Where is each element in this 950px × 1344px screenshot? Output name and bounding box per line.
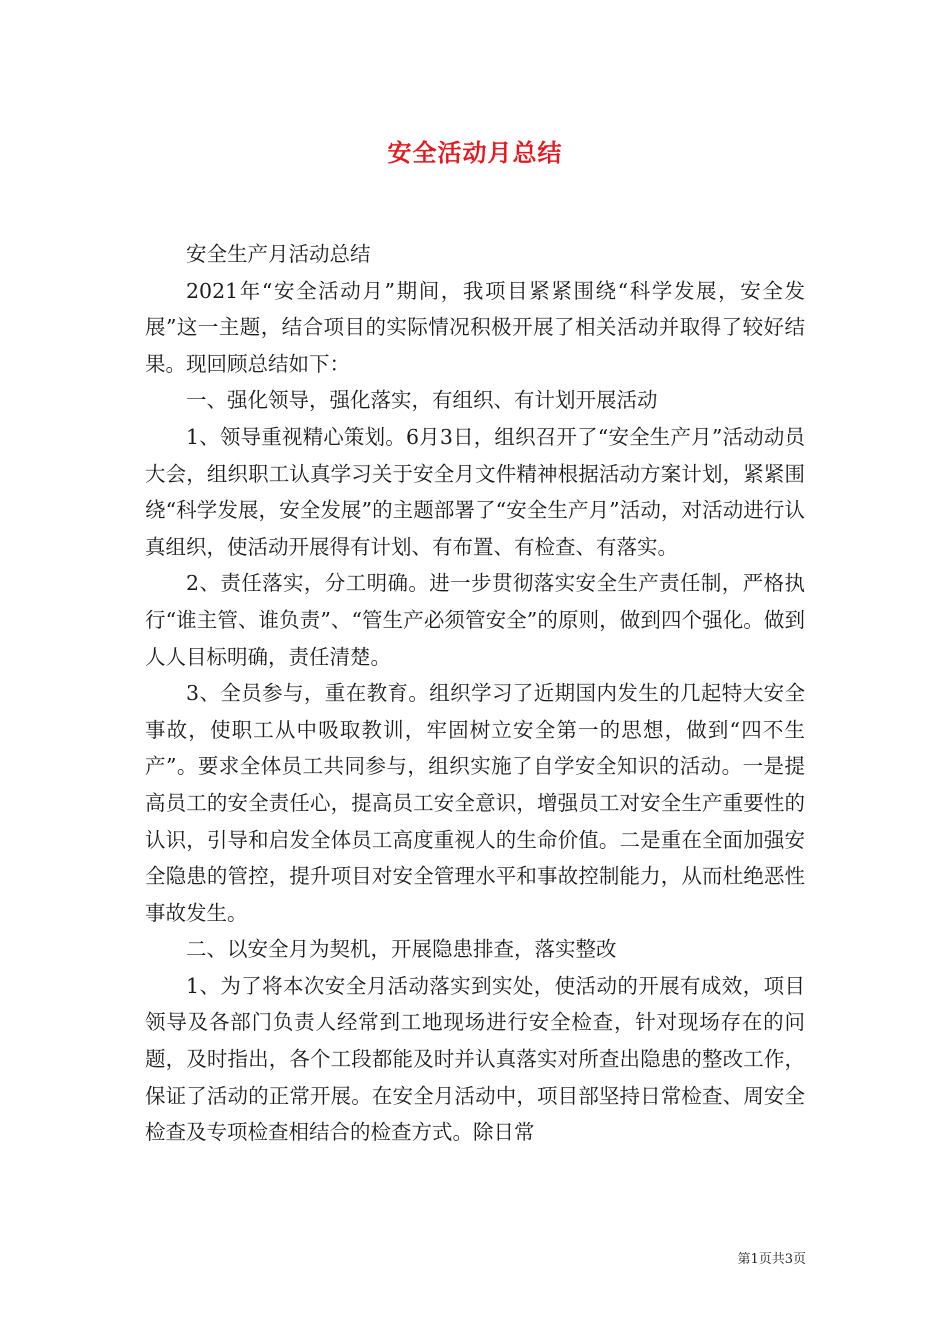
paragraph: 1、领导重视精心策划。6月3日，组织召开了“安全生产月”活动动员大会，组织职工认真学习关于安全月文件精神根据活动方案计划，紧紧围绕“科学发展，安全发展”的主题部署了“安全生产月”活动，对活动进行认真组织，使活动开展得有计划、有布置、有检查、有落实。 — [145, 424, 805, 559]
paragraph: 安全生产月活动总结 — [186, 242, 371, 266]
page-number: 第1页共3页 — [737, 1252, 806, 1267]
paragraph: 1、为了将本次安全月活动落实到实处，使活动的开展有成效，项目领导及各部门负责人经常到工地现场进行安全检查，针对现场存在的问题，及时指出，各个工段都能及时并认真落实对所查出隐患的整改工作，保证了活动的正常开展。在安全月活动中，项目部坚持日常检查、周安全检查及专项检查相结合的检查方式。除日常 — [145, 973, 805, 1145]
paragraph: 2021年“安全活动月”期间，我项目紧紧围绕“科学发展，安全发展”这一主题，结合项目的实际情况积极开展了相关活动并取得了较好结果。现回顾总结如下： — [145, 278, 805, 376]
paragraph: 3、全员参与，重在教育。组织学习了近期国内发生的几起特大安全事故，使职工从中吸取教训，牢固树立安全第一的思想，做到“四不生产”。要求全体员工共同参与，组织实施了自学安全知识的活动。一是提高员工的安全责任心，提高员工安全意识，增强员工对安全生产重要性的认识，引导和启发全体员工高度重视人的生命价值。二是重在全面加强安全隐患的管控，提升项目对安全管理水平和事故控制能力，从而杜绝恶性事故发生。 — [145, 681, 805, 925]
document-body — [145, 236, 805, 1151]
paragraph: 二、以安全月为契机，开展隐患排查，落实整改 — [186, 937, 617, 962]
paragraph: 一、强化领导，强化落实，有组织、有计划开展活动 — [186, 388, 658, 413]
document-title: 安全活动月总结 — [387, 138, 563, 167]
paragraph: 2、责任落实，分工明确。进一步贯彻落实安全生产责任制，严格执行“谁主管、谁负责”、“管生产必须管安全”的原则，做到四个强化。做到人人目标明确，责任清楚。 — [145, 571, 805, 669]
